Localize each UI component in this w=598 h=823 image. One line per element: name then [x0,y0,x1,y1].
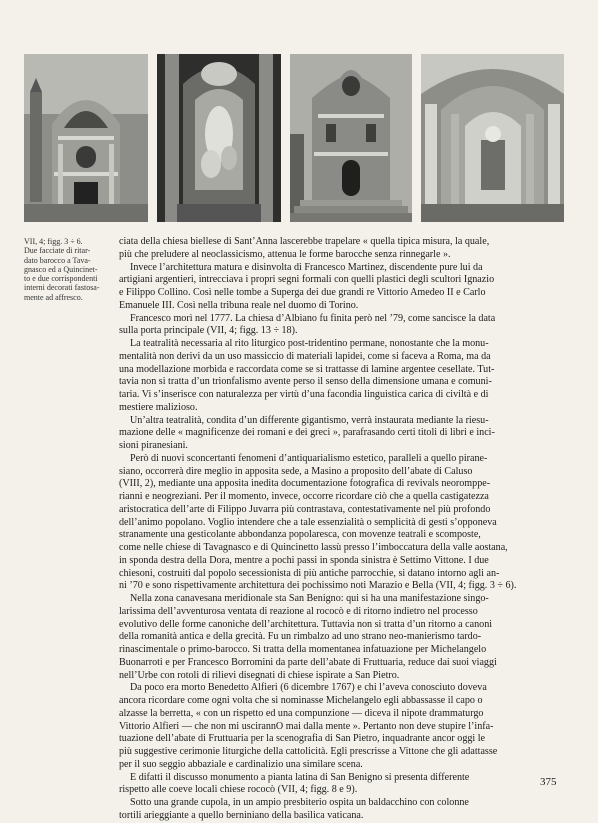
paragraph [119,415,566,453]
text-line: come nelle chiese di Tavagnasco e di Quincinetto lassù presso l’imboccatura della valle aostana, [119,542,508,553]
text-line: mazione delle « magnificenze dei romani e dei greci », parafrasando certi titoli di libri e inci- [119,427,495,439]
paragraph [119,338,566,415]
paragraph [119,262,566,313]
text-line: evolutivo delle forme canoniche dell’architettura. Tuttavia non si tratta d’un ritorno a canoni [119,618,493,630]
text-line: Buonarroti e per Francesco Borromini da parte dell’abate di Fruttuaria, reduce dai suoi viaggi [119,656,497,668]
caption-line: to e due corrispondenti [24,274,98,284]
paragraph [119,682,566,771]
photo-church-interior [421,54,564,222]
caption-line: interni decorati fastosa- [24,283,100,293]
article-body [119,236,566,823]
text-line: ni ’70 e sono rispettivamente architettura dei pochissimo noti Marazio e Bella (VII, 4; figg. 3 ÷ 6). [119,580,517,592]
text-line: sulla porta principale (VII, 4; figg. 13 ÷ 18). [119,325,298,337]
text-line: ciata della chiesa biellese di Sant’Anna lascerebbe trapelare « quella tipica misura, la quale, [119,236,490,247]
text-line: più che preludere al neoclassicismo, attenua le forme barocche senza rinnegarle ». [119,248,451,260]
text-line: rianni e neogreziani. Per il momento, invece, occorre ricordare ciò che a quella castigatezza [119,491,489,502]
text-line: per il suo seggio abbaziale e cardinalizio una similare scena. [119,758,363,770]
text-line: più suggestive cerimonie liturgiche della cattolicità. Egli prescrisse a Vittone che gli adattasse [119,746,498,757]
text-line: della romanità antica e della grecità. Fu un rimbalzo ad uno strano neo-manierismo tardo- [119,631,482,643]
text-line: stranamente una gesticolante abbondanza popolaresca, con movenze teatrali e scomposte, [119,529,481,541]
text-line: La teatralità necessaria al rito liturgico post-tridentino permane, nonostante che la monu- [130,338,489,349]
text-line: Da poco era morto Benedetto Alfieri (6 dicembre 1767) e chi l’aveva conosciuto doveva [130,682,487,694]
text-line: Francesco morì nel 1777. La chiesa d’Albiano fu finita però nel ’79, come sancisce la data [130,312,496,324]
text-line: rinascimentale o primo-barocco. Si tratta della momentanea infatuazione per Michelangelo [119,644,487,655]
text-line: aristocratica dell’arte di Filippo Juvarra più contrastava, contestativamente nel più profondo [119,503,491,515]
text-line: mestiere malizioso. [119,401,198,413]
text-line: larissima dell’avventurosa ventata di reazione al rococò e di ritorno indietro nel processo [119,605,478,617]
paragraph [119,593,566,682]
paragraph [119,453,566,593]
caption-line: gnasco ed a Quincinet- [24,264,98,274]
text-line: tavia non si tratta d’un trionfalismo avente perso il senso della dimensione umana e comuni- [119,376,492,388]
caption-line: VII, 4; figg. 3 ÷ 6. [24,237,83,246]
text-line: sioni piranesiani. [119,440,188,451]
paragraph [119,797,566,823]
photo-facade-2 [290,54,412,222]
caption-line: mente ad affresco. [24,292,83,302]
text-line: Però di nuovi sconcertanti fenomeni d’antiquarialismo estetico, paralleli a quello pirane- [130,452,488,464]
text-line: Emanuele III. Così nella tribuna reale nel duomo di Torino. [119,299,359,311]
paragraph [119,313,566,339]
text-line: siano, occorrerà dire meglio in apposita sede, a Masino a proposito dell’abate di Caluso [119,465,473,477]
paragraph [119,772,566,798]
text-line: tuazione dell’abate di Fruttuaria per la scenografia di San Pietro, inquadrante ancor oggi le [119,733,486,745]
text-line: nell’Urbe con rotoli di rilievi disegnati di chiese ispirate a San Pietro. [119,669,400,681]
text-line: Invece l’architettura matura e disinvolta di Francesco Martinez, discendente pure lui da [130,261,483,273]
text-line: Un’altra teatralità, condita d’un differente gigantismo, verrà instaurata mediante la riesu- [130,414,489,426]
paragraph [119,236,566,262]
text-line: chiesoni, costruiti dal popolo secessionista di più antiche parrocchie, si datano intorno agli an- [119,567,500,579]
page-number: 375 [540,776,557,788]
text-line: dell’animo popolano. Voglio intendere che a tale essenzialità o semplicità di gesti s’opponeva [119,516,497,528]
text-line: E difatti il discusso monumento a pianta latina di San Benigno si presenta differente [130,771,470,783]
caption-line: Due facciate di ritar- [24,246,91,256]
text-line: una modellazione morbida e raccordata come se si trattasse di lamine argentee cesellate. Tut- [119,363,495,375]
caption-line: dato barocco a Tava- [24,255,91,265]
text-line: artigiani argentieri, intrecciava i propri segni formali con quelli plastici degli scultori Ignazio [119,274,495,286]
text-line: mentalità non derivi da un uso massiccio di materiali lapidei, come si faceva a Roma, ma da [119,350,491,362]
text-line: taria. Vi s’inserisce con naturalezza per virtù d’una facondia linguistica carica di civiltà e di [119,389,489,400]
text-line: Sotto una grande cupola, in un ampio presbiterio ospita un baldacchino con colonne [130,797,469,808]
figure-caption [24,237,110,302]
photo-facade-1 [24,54,148,222]
text-line: alzasse la berretta, « con un rispetto ed una compunzione — diceva il nipote drammaturgo [119,707,484,719]
text-line: rispetto alle coeve locali chiese rococò (VII, 4; figg. 8 e 9). [119,784,358,796]
figure-strip [24,54,564,222]
text-line: tortili arieggiante a quello berniniano della basilica vaticana. [119,809,364,821]
text-line: Nella zona canavesana meridionale sta San Benigno: qui si ha una manifestazione singo- [130,593,489,604]
text-line: ancora ricordare come ogni volta che si nominasse Michelangelo egli abbassasse il capo o [119,695,483,706]
text-line: e Filippo Collino. Così nelle tombe a Superga dei due grandi re Vittorio Amedeo II e Carlo [119,287,486,298]
text-line: in sponda destra della Dora, mentre a pochi passi in sponda sinistra è Settimo Vittone. I due [119,554,489,566]
text-line: Vittorio Alfieri — che non mi uscirannO mai dalla mente ». Pertanto non deve stupire l’infa- [119,720,494,732]
photo-altar-interior [157,54,281,222]
text-line: (VIII, 2), mediante una apposita inedita documentazione fotografica di revivals neoromppe- [119,478,491,490]
